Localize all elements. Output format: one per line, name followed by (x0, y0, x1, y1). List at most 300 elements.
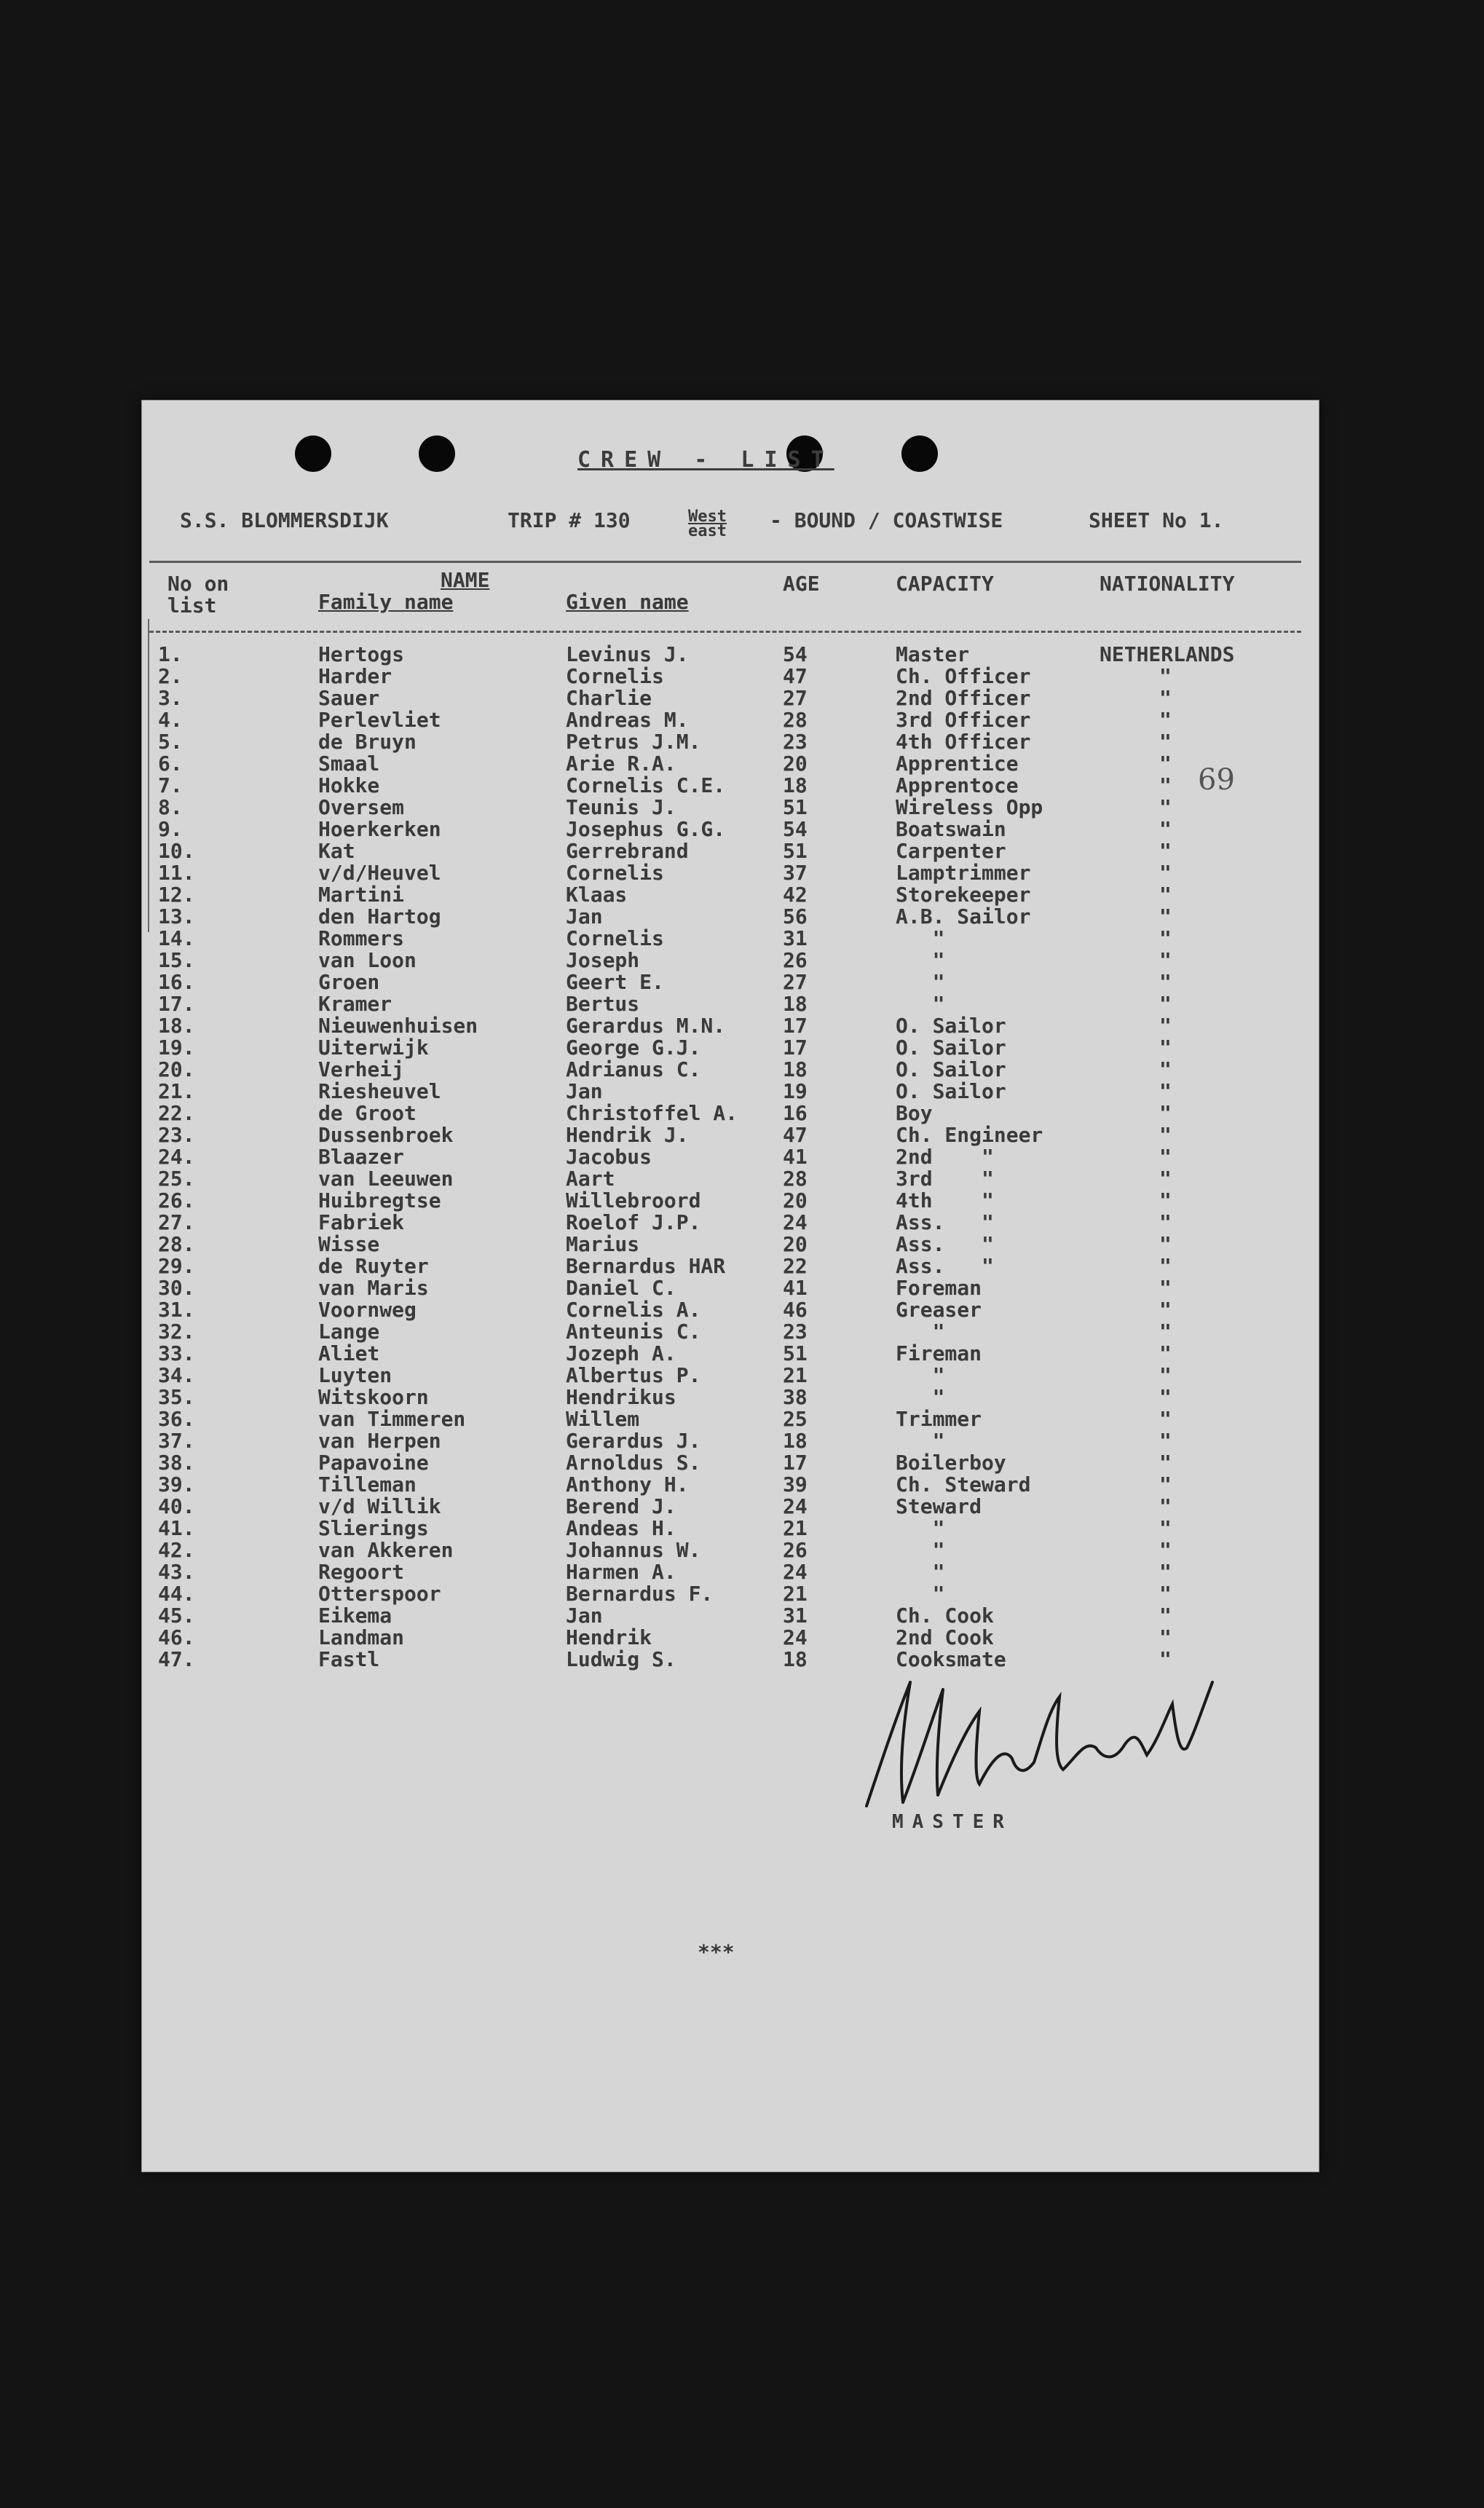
crew-capacity: " (896, 926, 945, 950)
crew-number: 40. (158, 1494, 195, 1518)
crew-nationality: " (1159, 1276, 1172, 1300)
crew-number: 6. (158, 752, 183, 776)
crew-nationality: " (1159, 1341, 1172, 1365)
crew-row (142, 795, 1319, 817)
margin-note: 69 (1198, 763, 1235, 797)
given-name: Willem (566, 1407, 640, 1431)
family-name: Martini (318, 883, 405, 907)
crew-capacity: Carpenter (896, 839, 1006, 863)
crew-nationality: " (1159, 1472, 1172, 1496)
given-name: Bernardus F. (566, 1582, 714, 1606)
crew-number: 13. (158, 904, 195, 928)
crew-nationality: " (1159, 1210, 1172, 1234)
crew-row (142, 1298, 1319, 1320)
crew-nationality: " (1159, 839, 1172, 863)
trip-number: TRIP # 130 (508, 508, 631, 532)
crew-capacity: Ch. Steward (896, 1472, 1031, 1496)
given-name: Hendrik J. (566, 1123, 689, 1147)
crew-number: 16. (158, 970, 195, 994)
crew-number: 27. (158, 1210, 195, 1234)
crew-capacity: Ass. " (896, 1210, 994, 1234)
crew-number: 43. (158, 1560, 195, 1584)
crew-row (142, 926, 1319, 948)
crew-row (142, 1276, 1319, 1298)
col-name: NAME (441, 568, 490, 592)
crew-row (142, 1320, 1319, 1344)
crew-row (142, 773, 1319, 795)
crew-age: 18 (783, 773, 808, 797)
given-name: Andeas H. (566, 1516, 676, 1540)
crew-row (142, 664, 1319, 686)
crew-capacity: " (896, 1516, 945, 1540)
crew-nationality: " (1159, 883, 1172, 907)
family-name: Harder (318, 664, 392, 688)
crew-capacity: Apprentice (896, 752, 1019, 776)
family-name: Fastl (318, 1647, 380, 1671)
crew-capacity: Boatswain (896, 817, 1006, 841)
crew-age: 31 (783, 926, 808, 950)
crew-capacity: " (896, 1363, 945, 1387)
crew-nationality: " (1159, 1145, 1172, 1169)
crew-number: 31. (158, 1298, 195, 1322)
crew-row (142, 1582, 1319, 1604)
given-name: Jan (566, 1604, 603, 1628)
crew-number: 17. (158, 992, 195, 1016)
crew-number: 36. (158, 1407, 195, 1431)
crew-age: 54 (783, 817, 808, 841)
col-nationality: NATIONALITY (1100, 572, 1235, 596)
crew-row (142, 1385, 1319, 1407)
family-name: Regoort (318, 1560, 405, 1584)
family-name: Fabriek (318, 1210, 405, 1234)
crew-number: 18. (158, 1014, 195, 1038)
crew-capacity: " (896, 1429, 945, 1453)
direction (688, 510, 727, 539)
crew-capacity: 4th " (896, 1188, 994, 1212)
crew-number: 38. (158, 1451, 195, 1475)
given-name: Jan (566, 904, 603, 928)
crew-row (142, 1472, 1319, 1494)
crew-nationality: " (1159, 730, 1172, 754)
given-name: Anthony H. (566, 1472, 689, 1496)
crew-capacity: Ass. " (896, 1254, 994, 1278)
family-name: Lange (318, 1320, 380, 1344)
crew-row (142, 686, 1319, 708)
crew-nationality: " (1159, 904, 1172, 928)
family-name: van Herpen (318, 1429, 441, 1453)
crew-row (142, 1647, 1319, 1669)
given-name: Hendrik (566, 1625, 652, 1649)
crew-nationality: " (1159, 1538, 1172, 1562)
crew-nationality: " (1159, 1298, 1172, 1322)
crew-age: 22 (783, 1254, 808, 1278)
family-name: Wisse (318, 1232, 380, 1256)
crew-age: 54 (783, 642, 808, 666)
crew-nationality: " (1159, 664, 1172, 688)
document-title: CREW - LIST (577, 447, 834, 473)
crew-row (142, 730, 1319, 752)
family-name: Tilleman (318, 1472, 417, 1496)
crew-age: 21 (783, 1363, 808, 1387)
crew-capacity: O. Sailor (896, 1036, 1006, 1060)
crew-nationality: " (1159, 795, 1172, 819)
crew-row (142, 1079, 1319, 1101)
family-name: v/d Willik (318, 1494, 441, 1518)
crew-capacity: Foreman (896, 1276, 982, 1300)
family-name: Huibregtse (318, 1188, 441, 1212)
crew-row (142, 1014, 1319, 1036)
crew-nationality: " (1159, 773, 1172, 797)
master-label: MASTER (892, 1811, 1013, 1833)
crew-age: 18 (783, 1057, 808, 1081)
crew-row (142, 904, 1319, 926)
family-name: de Groot (318, 1101, 417, 1125)
given-name: Cornelis C.E. (566, 773, 726, 797)
given-name: Jozeph A. (566, 1341, 676, 1365)
crew-capacity: " (896, 1320, 945, 1344)
crew-age: 23 (783, 730, 808, 754)
family-name: Aliet (318, 1341, 380, 1365)
family-name: Blaazer (318, 1145, 405, 1169)
given-name: Cornelis (566, 926, 664, 950)
crew-capacity: Greaser (896, 1298, 982, 1322)
crew-row (142, 1101, 1319, 1123)
given-name: Cornelis (566, 861, 664, 885)
crew-age: 39 (783, 1472, 808, 1496)
col-family-name: Family name (318, 590, 454, 614)
crew-age: 47 (783, 664, 808, 688)
crew-age: 51 (783, 839, 808, 863)
crew-age: 25 (783, 1407, 808, 1431)
family-name: Otterspoor (318, 1582, 441, 1606)
crew-age: 16 (783, 1101, 808, 1125)
family-name: Perlevliet (318, 708, 441, 732)
crew-capacity: Trimmer (896, 1407, 982, 1431)
given-name: Charlie (566, 686, 652, 710)
crew-number: 19. (158, 1036, 195, 1060)
crew-age: 24 (783, 1494, 808, 1518)
family-name: van Akkeren (318, 1538, 454, 1562)
crew-nationality: " (1159, 1232, 1172, 1256)
crew-nationality: " (1159, 970, 1172, 994)
crew-age: 18 (783, 1647, 808, 1671)
crew-age: 37 (783, 861, 808, 885)
crew-nationality: " (1159, 1320, 1172, 1344)
crew-nationality: " (1159, 1625, 1172, 1649)
family-name: Kat (318, 839, 355, 863)
crew-row (142, 948, 1319, 970)
crew-row (142, 1560, 1319, 1582)
given-name: Albertus P. (566, 1363, 701, 1387)
crew-capacity: Fireman (896, 1341, 982, 1365)
crew-nationality: " (1159, 1407, 1172, 1431)
given-name: Gerardus J. (566, 1429, 701, 1453)
punch-hole (901, 435, 938, 472)
crew-nationality: " (1159, 817, 1172, 841)
crew-capacity: Storekeeper (896, 883, 1031, 907)
crew-nationality: " (1159, 992, 1172, 1016)
crew-age: 20 (783, 1188, 808, 1212)
crew-nationality: " (1159, 1101, 1172, 1125)
crew-capacity: 4th Officer (896, 730, 1031, 754)
direction-east: east (688, 522, 727, 540)
crew-age: 18 (783, 1429, 808, 1453)
crew-nationality: " (1159, 1036, 1172, 1060)
col-age: AGE (783, 572, 820, 596)
crew-row (142, 1210, 1319, 1232)
given-name: Harmen A. (566, 1560, 676, 1584)
family-name: Papavoine (318, 1451, 429, 1475)
family-name: Groen (318, 970, 380, 994)
family-name: Hokke (318, 773, 380, 797)
crew-row (142, 708, 1319, 730)
crew-row (142, 1167, 1319, 1191)
crew-age: 28 (783, 708, 808, 732)
crew-capacity: Ass. " (896, 1232, 994, 1256)
given-name: Joseph (566, 948, 640, 972)
given-name: Anteunis C. (566, 1320, 701, 1344)
crew-number: 26. (158, 1188, 195, 1212)
crew-age: 56 (783, 904, 808, 928)
crew-age: 21 (783, 1516, 808, 1540)
crew-age: 42 (783, 883, 808, 907)
crew-capacity: Ch. Engineer (896, 1123, 1043, 1147)
crew-nationality: " (1159, 1188, 1172, 1212)
crew-nationality: " (1159, 1385, 1172, 1409)
crew-age: 23 (783, 1320, 808, 1344)
family-name: den Hartog (318, 904, 441, 928)
family-name: van Leeuwen (318, 1167, 454, 1191)
crew-number: 29. (158, 1254, 195, 1278)
given-name: Gerrebrand (566, 839, 689, 863)
crew-capacity: " (896, 1538, 945, 1562)
crew-capacity: Lamptrimmer (896, 861, 1031, 885)
crew-capacity: " (896, 970, 945, 994)
crew-number: 35. (158, 1385, 195, 1409)
given-name: Andreas M. (566, 708, 689, 732)
crew-capacity: Wireless Opp (896, 795, 1043, 819)
col-no-line1: No on (167, 572, 229, 596)
crew-capacity: O. Sailor (896, 1057, 1006, 1081)
crew-row (142, 1538, 1319, 1560)
crew-number: 47. (158, 1647, 195, 1671)
family-name: Luyten (318, 1363, 392, 1387)
given-name: Willebroord (566, 1188, 701, 1212)
crew-number: 30. (158, 1276, 195, 1300)
col-given-name: Given name (566, 590, 689, 614)
crew-row (142, 817, 1319, 839)
given-name: Klaas (566, 883, 628, 907)
crew-number: 44. (158, 1582, 195, 1606)
crew-number: 14. (158, 926, 195, 950)
crew-capacity: " (896, 992, 945, 1016)
sheet-number: SHEET No 1. (1089, 508, 1224, 532)
crew-number: 39. (158, 1472, 195, 1496)
given-name: Gerardus M.N. (566, 1014, 726, 1038)
given-name: Aart (566, 1167, 615, 1191)
crew-number: 22. (158, 1101, 195, 1125)
family-name: Riesheuvel (318, 1079, 441, 1103)
given-name: Marius (566, 1232, 640, 1256)
crew-number: 1. (158, 642, 183, 666)
crew-row (142, 1429, 1319, 1451)
crew-capacity: Ch. Officer (896, 664, 1031, 688)
given-name: Jacobus (566, 1145, 652, 1169)
crew-nationality: " (1159, 926, 1172, 950)
family-name: Rommers (318, 926, 405, 950)
crew-capacity: 3rd " (896, 1167, 994, 1191)
crew-nationality: " (1159, 1604, 1172, 1628)
crew-number: 7. (158, 773, 183, 797)
crew-row (142, 883, 1319, 907)
crew-number: 24. (158, 1145, 195, 1169)
crew-capacity: " (896, 1385, 945, 1409)
family-name: Oversem (318, 795, 405, 819)
given-name: Bernardus HAR (566, 1254, 726, 1278)
crew-row (142, 1232, 1319, 1254)
crew-nationality: NETHERLANDS (1100, 642, 1235, 666)
crew-age: 31 (783, 1604, 808, 1628)
crew-number: 42. (158, 1538, 195, 1562)
given-name: Cornelis A. (566, 1298, 701, 1322)
family-name: Uiterwijk (318, 1036, 429, 1060)
document-page (142, 401, 1319, 2172)
crew-age: 38 (783, 1385, 808, 1409)
crew-number: 10. (158, 839, 195, 863)
crew-number: 11. (158, 861, 195, 885)
crew-row (142, 861, 1319, 883)
crew-nationality: " (1159, 1494, 1172, 1518)
crew-number: 5. (158, 730, 183, 754)
crew-nationality: " (1159, 1582, 1172, 1606)
crew-age: 24 (783, 1210, 808, 1234)
crew-row (142, 1057, 1319, 1079)
family-name: Landman (318, 1625, 405, 1649)
crew-row (142, 1604, 1319, 1628)
crew-row (142, 970, 1319, 992)
crew-row (142, 642, 1319, 664)
crew-age: 26 (783, 1538, 808, 1562)
crew-number: 8. (158, 795, 183, 819)
crew-age: 18 (783, 992, 808, 1016)
crew-age: 24 (783, 1625, 808, 1649)
crew-nationality: " (1159, 686, 1172, 710)
crew-number: 21. (158, 1079, 195, 1103)
crew-number: 41. (158, 1516, 195, 1540)
given-name: Hendrikus (566, 1385, 676, 1409)
crew-number: 45. (158, 1604, 195, 1628)
given-name: Arnoldus S. (566, 1451, 701, 1475)
crew-nationality: " (1159, 1079, 1172, 1103)
crew-row (142, 1188, 1319, 1210)
crew-age: 41 (783, 1145, 808, 1169)
given-name: Arie R.A. (566, 752, 676, 776)
crew-row (142, 1625, 1319, 1647)
family-name: Slierings (318, 1516, 429, 1540)
given-name: Adrianus C. (566, 1057, 701, 1081)
crew-capacity: Boilerboy (896, 1451, 1006, 1475)
crew-number: 25. (158, 1167, 195, 1191)
crew-nationality: " (1159, 1451, 1172, 1475)
family-name: de Ruyter (318, 1254, 429, 1278)
crew-age: 27 (783, 970, 808, 994)
crew-nationality: " (1159, 752, 1172, 776)
crew-capacity: " (896, 1560, 945, 1584)
family-name: Voornweg (318, 1298, 417, 1322)
given-name: Petrus J.M. (566, 730, 701, 754)
crew-row (142, 1254, 1319, 1276)
crew-capacity: " (896, 1582, 945, 1606)
family-name: van Maris (318, 1276, 429, 1300)
given-name: Roelof J.P. (566, 1210, 701, 1234)
crew-capacity: 2nd Cook (896, 1625, 994, 1649)
crew-capacity: O. Sailor (896, 1014, 1006, 1038)
family-name: v/d/Heuvel (318, 861, 441, 885)
crew-number: 9. (158, 817, 183, 841)
crew-row (142, 1363, 1319, 1385)
crew-row (142, 1145, 1319, 1167)
family-name: Hoerkerken (318, 817, 441, 841)
family-name: Kramer (318, 992, 392, 1016)
crew-row (142, 839, 1319, 861)
crew-capacity: Apprentoce (896, 773, 1019, 797)
crew-capacity: Master (896, 642, 970, 666)
crew-age: 28 (783, 1167, 808, 1191)
given-name: Levinus J. (566, 642, 689, 666)
crew-age: 21 (783, 1582, 808, 1606)
crew-number: 32. (158, 1320, 195, 1344)
bound-type: - BOUND / COASTWISE (770, 508, 1003, 532)
crew-nationality: " (1159, 1123, 1172, 1147)
crew-number: 28. (158, 1232, 195, 1256)
crew-age: 20 (783, 752, 808, 776)
family-name: Sauer (318, 686, 380, 710)
crew-row (142, 1123, 1319, 1145)
crew-age: 27 (783, 686, 808, 710)
crew-age: 17 (783, 1036, 808, 1060)
crew-age: 17 (783, 1014, 808, 1038)
punch-hole (295, 435, 331, 472)
given-name: Bertus (566, 992, 640, 1016)
crew-number: 20. (158, 1057, 195, 1081)
crew-number: 23. (158, 1123, 195, 1147)
direction-west: West (688, 508, 727, 526)
family-name: Witskoorn (318, 1385, 429, 1409)
crew-row (142, 1494, 1319, 1516)
col-no-line2: list (167, 594, 217, 618)
family-name: van Timmeren (318, 1407, 466, 1431)
end-mark: *** (698, 1940, 735, 1964)
family-name: Eikema (318, 1604, 392, 1628)
family-name: Verheij (318, 1057, 405, 1081)
crew-number: 33. (158, 1341, 195, 1365)
crew-number: 4. (158, 708, 183, 732)
family-name: Hertogs (318, 642, 405, 666)
crew-age: 19 (783, 1079, 808, 1103)
crew-nationality: " (1159, 861, 1172, 885)
family-name: Dussenbroek (318, 1123, 454, 1147)
crew-number: 2. (158, 664, 183, 688)
master-signature (852, 1668, 1303, 1813)
crew-age: 47 (783, 1123, 808, 1147)
family-name: Nieuwenhuisen (318, 1014, 478, 1038)
crew-capacity: A.B. Sailor (896, 904, 1031, 928)
crew-nationality: " (1159, 1429, 1172, 1453)
crew-nationality: " (1159, 948, 1172, 972)
crew-number: 3. (158, 686, 183, 710)
crew-age: 51 (783, 1341, 808, 1365)
crew-row (142, 752, 1319, 776)
